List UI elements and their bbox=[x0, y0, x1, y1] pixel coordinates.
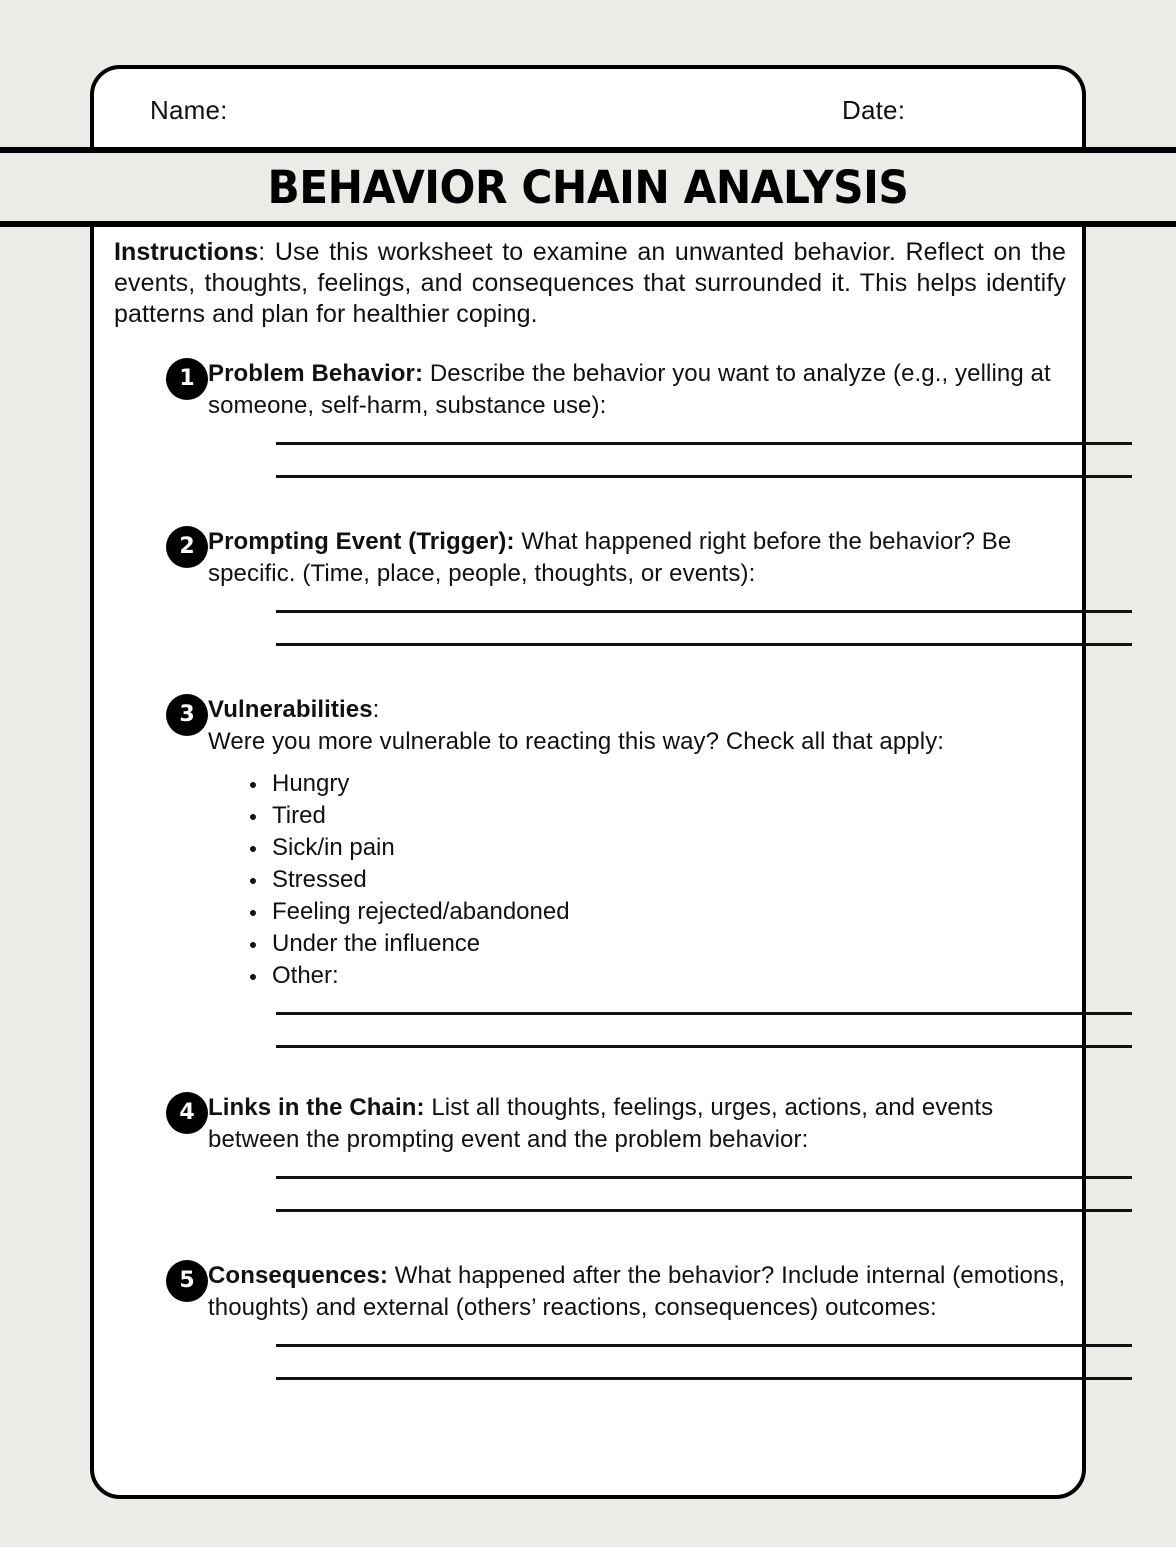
section-consequences bbox=[112, 1258, 1068, 1380]
answer-line[interactable] bbox=[276, 1176, 1132, 1179]
vulnerability-option[interactable]: Feeling rejected/abandoned bbox=[250, 896, 1068, 928]
section-5-body: What happened after the behavior? Include internal (emotions, thoughts) and external (others’ reactions, consequences) outcomes: bbox=[208, 1262, 1066, 1321]
section-5-text bbox=[208, 1258, 1068, 1324]
section-2-answer-lines bbox=[208, 610, 1068, 646]
spacer bbox=[112, 1218, 1068, 1258]
section-4-body: List all thoughts, feelings, urges, actions, and events between the prompting event and the problem behavior: bbox=[208, 1094, 994, 1153]
section-1-text bbox=[208, 356, 1068, 422]
section-4-text bbox=[208, 1090, 1068, 1156]
vulnerability-option[interactable]: Other: bbox=[250, 960, 1068, 992]
spacer bbox=[112, 484, 1068, 524]
section-3-answer-lines bbox=[208, 1012, 1068, 1048]
answer-line[interactable] bbox=[276, 643, 1132, 646]
section-1-body: Describe the behavior you want to analyze (e.g., yelling at someone, self-harm, substance use): bbox=[208, 360, 1051, 419]
section-3-colon: : bbox=[372, 696, 380, 723]
step-number-badge-3: 3 bbox=[166, 694, 208, 736]
vulnerability-option[interactable]: Hungry bbox=[250, 768, 1068, 800]
date-field-label[interactable]: Date: bbox=[842, 94, 906, 125]
section-problem-behavior bbox=[112, 356, 1068, 478]
answer-line[interactable] bbox=[276, 1012, 1132, 1015]
section-2-text bbox=[208, 524, 1068, 590]
step-number-badge-4: 4 bbox=[166, 1092, 208, 1134]
worksheet-title-band bbox=[0, 147, 1176, 227]
step-number-badge-1: 1 bbox=[166, 358, 208, 400]
name-field-label[interactable]: Name: bbox=[150, 94, 228, 125]
section-vulnerabilities bbox=[112, 692, 1068, 1048]
name-date-row bbox=[94, 69, 1090, 151]
section-links-in-the-chain bbox=[112, 1090, 1068, 1212]
section-4-answer-lines bbox=[208, 1176, 1068, 1212]
vulnerability-option[interactable]: Stressed bbox=[250, 864, 1068, 896]
section-5-answer-lines bbox=[208, 1344, 1068, 1380]
answer-line[interactable] bbox=[276, 610, 1132, 613]
section-3-subtext: Were you more vulnerable to reacting this way? Check all that apply: bbox=[208, 728, 945, 755]
page-title: BEHAVIOR CHAIN ANALYSIS bbox=[267, 160, 909, 214]
answer-line[interactable] bbox=[276, 1377, 1132, 1380]
instructions-body: Use this worksheet to examine an unwanted behavior. Reflect on the events, thoughts, feelings, and consequences that surrounded it. This helps identify patterns and plan for healthier coping. bbox=[114, 238, 1066, 328]
section-prompting-event bbox=[112, 524, 1068, 646]
worksheet-body bbox=[94, 237, 1086, 1386]
vulnerability-options-list bbox=[208, 768, 1068, 992]
answer-line[interactable] bbox=[276, 1209, 1132, 1212]
section-2-body: What happened right before the behavior? Be specific. (Time, place, people, thoughts, or events): bbox=[208, 528, 1012, 587]
answer-line[interactable] bbox=[276, 442, 1132, 445]
answer-line[interactable] bbox=[276, 1045, 1132, 1048]
vulnerability-option[interactable]: Sick/in pain bbox=[250, 832, 1068, 864]
spacer bbox=[112, 652, 1068, 692]
spacer bbox=[112, 1054, 1068, 1090]
section-4-heading: Links in the Chain: bbox=[208, 1094, 425, 1121]
section-3-text bbox=[208, 692, 1068, 758]
vulnerability-option[interactable]: Tired bbox=[250, 800, 1068, 832]
section-2-heading: Prompting Event (Trigger): bbox=[208, 528, 515, 555]
answer-line[interactable] bbox=[276, 475, 1132, 478]
step-number-badge-5: 5 bbox=[166, 1260, 208, 1302]
instructions-separator: : bbox=[258, 238, 275, 266]
worksheet-card bbox=[90, 65, 1086, 1499]
instructions-paragraph bbox=[112, 237, 1068, 330]
step-number-badge-2: 2 bbox=[166, 526, 208, 568]
answer-line[interactable] bbox=[276, 1344, 1132, 1347]
section-1-answer-lines bbox=[208, 442, 1068, 478]
vulnerability-option[interactable]: Under the influence bbox=[250, 928, 1068, 960]
section-3-heading: Vulnerabilities bbox=[208, 696, 373, 723]
instructions-label: Instructions bbox=[114, 238, 259, 266]
section-5-heading: Consequences: bbox=[208, 1262, 389, 1289]
section-1-heading: Problem Behavior: bbox=[208, 360, 424, 387]
